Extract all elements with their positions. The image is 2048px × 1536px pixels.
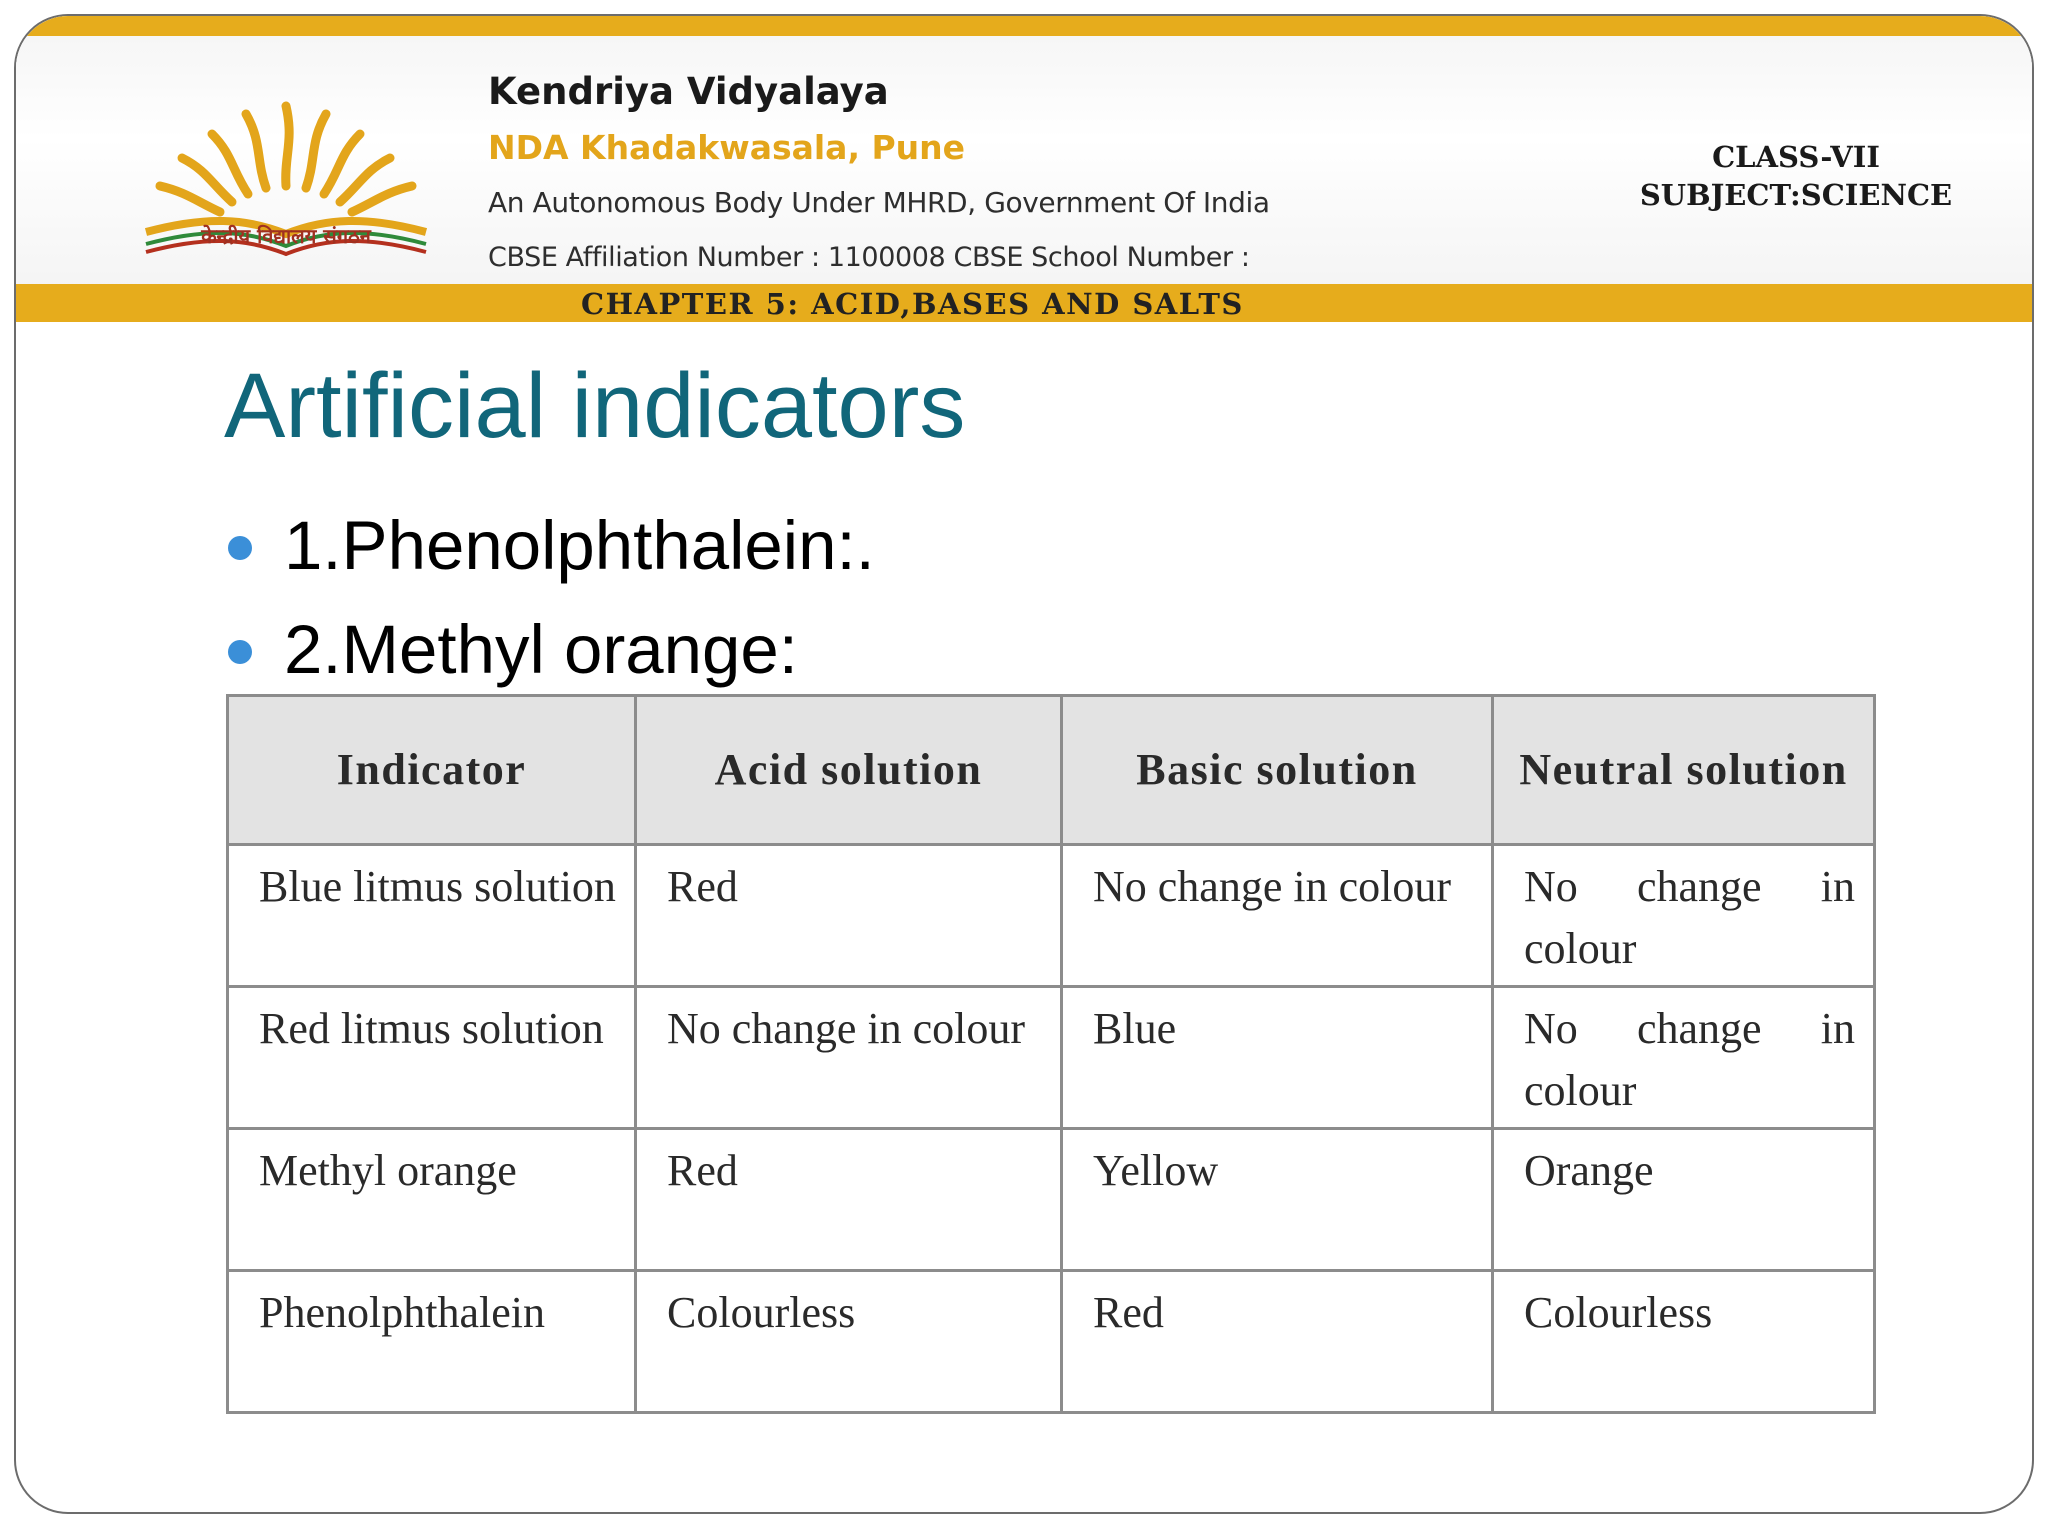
column-header-indicator: Indicator: [228, 696, 636, 845]
table-row: [228, 1129, 1875, 1271]
school-banner: [16, 16, 2034, 322]
table-cell: Blue litmus solution: [228, 845, 636, 987]
table-cell: Red: [1062, 1271, 1493, 1413]
school-governing-body: An Autonomous Body Under MHRD, Government Of India: [488, 186, 1270, 219]
bullet-text: 1.Phenolphthalein:.: [284, 507, 875, 584]
table-row: [228, 987, 1875, 1129]
school-location: NDA Khadakwasala, Pune: [488, 128, 966, 167]
table-cell: Blue: [1062, 987, 1493, 1129]
indicator-table: [226, 694, 1876, 1414]
bullet-item: [228, 506, 875, 610]
table-row: [228, 1271, 1875, 1413]
bullet-text: 2.Methyl orange:: [284, 611, 798, 688]
table-cell: Colourless: [1493, 1271, 1875, 1413]
table-cell: Colourless: [636, 1271, 1062, 1413]
table-cell: Red: [636, 845, 1062, 987]
subject-label: SUBJECT:SCIENCE: [1639, 178, 1953, 212]
slide: [14, 14, 2034, 1514]
table-cell: Yellow: [1062, 1129, 1493, 1271]
table-cell: No change in colour: [1062, 845, 1493, 987]
bullet-list: [228, 506, 875, 714]
bullet-dot-icon: [228, 536, 252, 560]
table-header-row: [228, 696, 1875, 845]
table-cell: No change in colour: [636, 987, 1062, 1129]
column-header-acid: Acid solution: [636, 696, 1062, 845]
table-cell: Methyl orange: [228, 1129, 636, 1271]
slide-title: Artificial indicators: [224, 355, 966, 457]
table-cell: No change in colour: [1493, 845, 1875, 987]
bullet-dot-icon: [228, 640, 252, 664]
table-cell: No change in colour: [1493, 987, 1875, 1129]
banner-top-stripe: [16, 16, 2034, 36]
table-row: [228, 845, 1875, 987]
table-cell: Red: [636, 1129, 1062, 1271]
class-subject-label: [1576, 138, 2016, 214]
table-cell: Orange: [1493, 1129, 1875, 1271]
chapter-label: CHAPTER 5: ACID,BASES AND SALTS: [581, 287, 1244, 321]
table-cell: Red litmus solution: [228, 987, 636, 1129]
class-label: CLASS-VII: [1712, 140, 1880, 174]
logo-caption: केन्द्रीय विद्यालय संगठन: [201, 224, 371, 248]
school-affiliation: CBSE Affiliation Number : 1100008 CBSE School Number :: [488, 242, 1250, 273]
column-header-basic: Basic solution: [1062, 696, 1493, 845]
table-cell: Phenolphthalein: [228, 1271, 636, 1413]
school-name: Kendriya Vidyalaya: [488, 70, 889, 113]
column-header-neutral: Neutral solution: [1493, 696, 1875, 845]
